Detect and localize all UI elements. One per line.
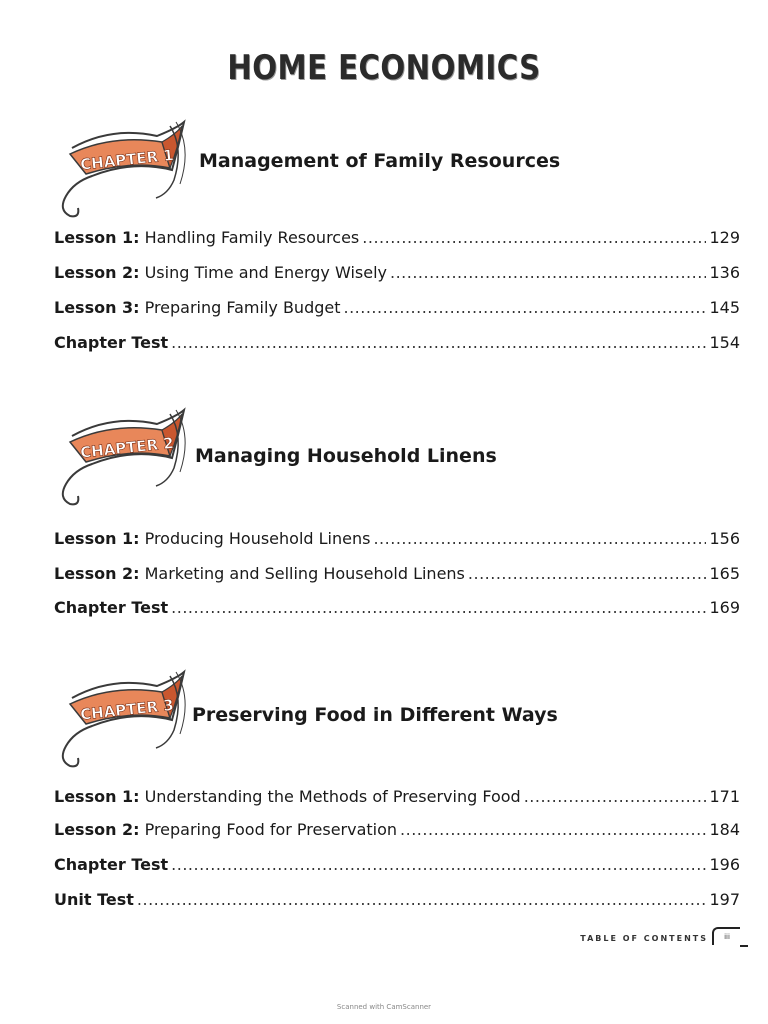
toc-entry[interactable] xyxy=(54,333,740,357)
entry-page: 156 xyxy=(709,529,740,548)
leader-dots xyxy=(137,890,707,909)
entry-page: 154 xyxy=(709,333,740,352)
entry-label: Chapter Test xyxy=(54,598,169,617)
leader-dots xyxy=(373,529,706,548)
leader-dots xyxy=(400,820,706,839)
toc-entry[interactable] xyxy=(54,529,740,553)
chapter-3-title: Preserving Food in Different Ways xyxy=(192,704,558,726)
entry-label: Lesson 2: xyxy=(54,564,140,583)
entry-page: 145 xyxy=(709,298,740,317)
leader-dots xyxy=(344,298,707,317)
banner-scroll-icon xyxy=(52,668,192,778)
leader-dots xyxy=(468,564,707,583)
entry-label: Unit Test xyxy=(54,890,134,909)
entry-label: Chapter Test xyxy=(54,333,169,352)
leader-dots xyxy=(171,598,706,617)
banner-scroll-icon xyxy=(52,406,192,516)
toc-entry[interactable] xyxy=(54,263,740,287)
chapter-1-badge: CHAPTER 1 xyxy=(79,145,175,174)
entry-label: Lesson 2: xyxy=(54,820,140,839)
entry-text: Preparing Food for Preservation xyxy=(144,820,398,839)
toc-entry[interactable] xyxy=(54,787,740,811)
entry-page: 136 xyxy=(709,263,740,282)
toc-entry[interactable] xyxy=(54,598,740,622)
entry-page: 171 xyxy=(709,787,740,806)
chapter-2-banner xyxy=(52,406,192,516)
scanner-watermark: Scanned with CamScanner xyxy=(336,1003,432,1011)
toc-entry[interactable] xyxy=(54,564,740,588)
entry-text: Handling Family Resources xyxy=(144,228,360,247)
entry-text: Marketing and Selling Household Linens xyxy=(144,564,465,583)
leader-dots xyxy=(171,855,706,874)
leader-dots xyxy=(524,787,707,806)
footer-label: TABLE OF CONTENTS xyxy=(580,934,708,943)
chapter-2-title: Managing Household Linens xyxy=(195,445,497,467)
entry-label: Lesson 1: xyxy=(54,529,140,548)
entry-page: 197 xyxy=(709,890,740,909)
entry-page: 169 xyxy=(709,598,740,617)
chapter-3-banner xyxy=(52,668,192,778)
entry-text: Using Time and Energy Wisely xyxy=(144,263,387,282)
entry-label: Lesson 1: xyxy=(54,787,140,806)
toc-entry[interactable] xyxy=(54,298,740,322)
entry-page: 129 xyxy=(709,228,740,247)
entry-label: Lesson 1: xyxy=(54,228,140,247)
entry-label: Lesson 2: xyxy=(54,263,140,282)
toc-entry[interactable] xyxy=(54,855,740,879)
entry-page: 196 xyxy=(709,855,740,874)
entry-page: 165 xyxy=(709,564,740,583)
entry-label: Lesson 3: xyxy=(54,298,140,317)
toc-entry[interactable] xyxy=(54,820,740,844)
footer-page-number: iii xyxy=(712,927,740,945)
page-footer xyxy=(580,927,740,945)
leader-dots xyxy=(390,263,706,282)
chapter-1-banner xyxy=(52,118,192,228)
chapter-2-badge: CHAPTER 2 xyxy=(79,433,175,462)
chapter-3-badge: CHAPTER 3 xyxy=(79,695,175,724)
toc-entry[interactable] xyxy=(54,890,740,914)
entry-text: Understanding the Methods of Preserving Food xyxy=(144,787,521,806)
leader-dots xyxy=(362,228,706,247)
banner-scroll-icon xyxy=(52,118,192,228)
entry-text: Producing Household Linens xyxy=(144,529,371,548)
entry-text: Preparing Family Budget xyxy=(144,298,341,317)
entry-page: 184 xyxy=(709,820,740,839)
chapter-1-title: Management of Family Resources xyxy=(199,150,561,172)
page-title: HOME ECONOMICS xyxy=(227,48,541,88)
leader-dots xyxy=(171,333,706,352)
toc-entry[interactable] xyxy=(54,228,740,252)
entry-label: Chapter Test xyxy=(54,855,169,874)
